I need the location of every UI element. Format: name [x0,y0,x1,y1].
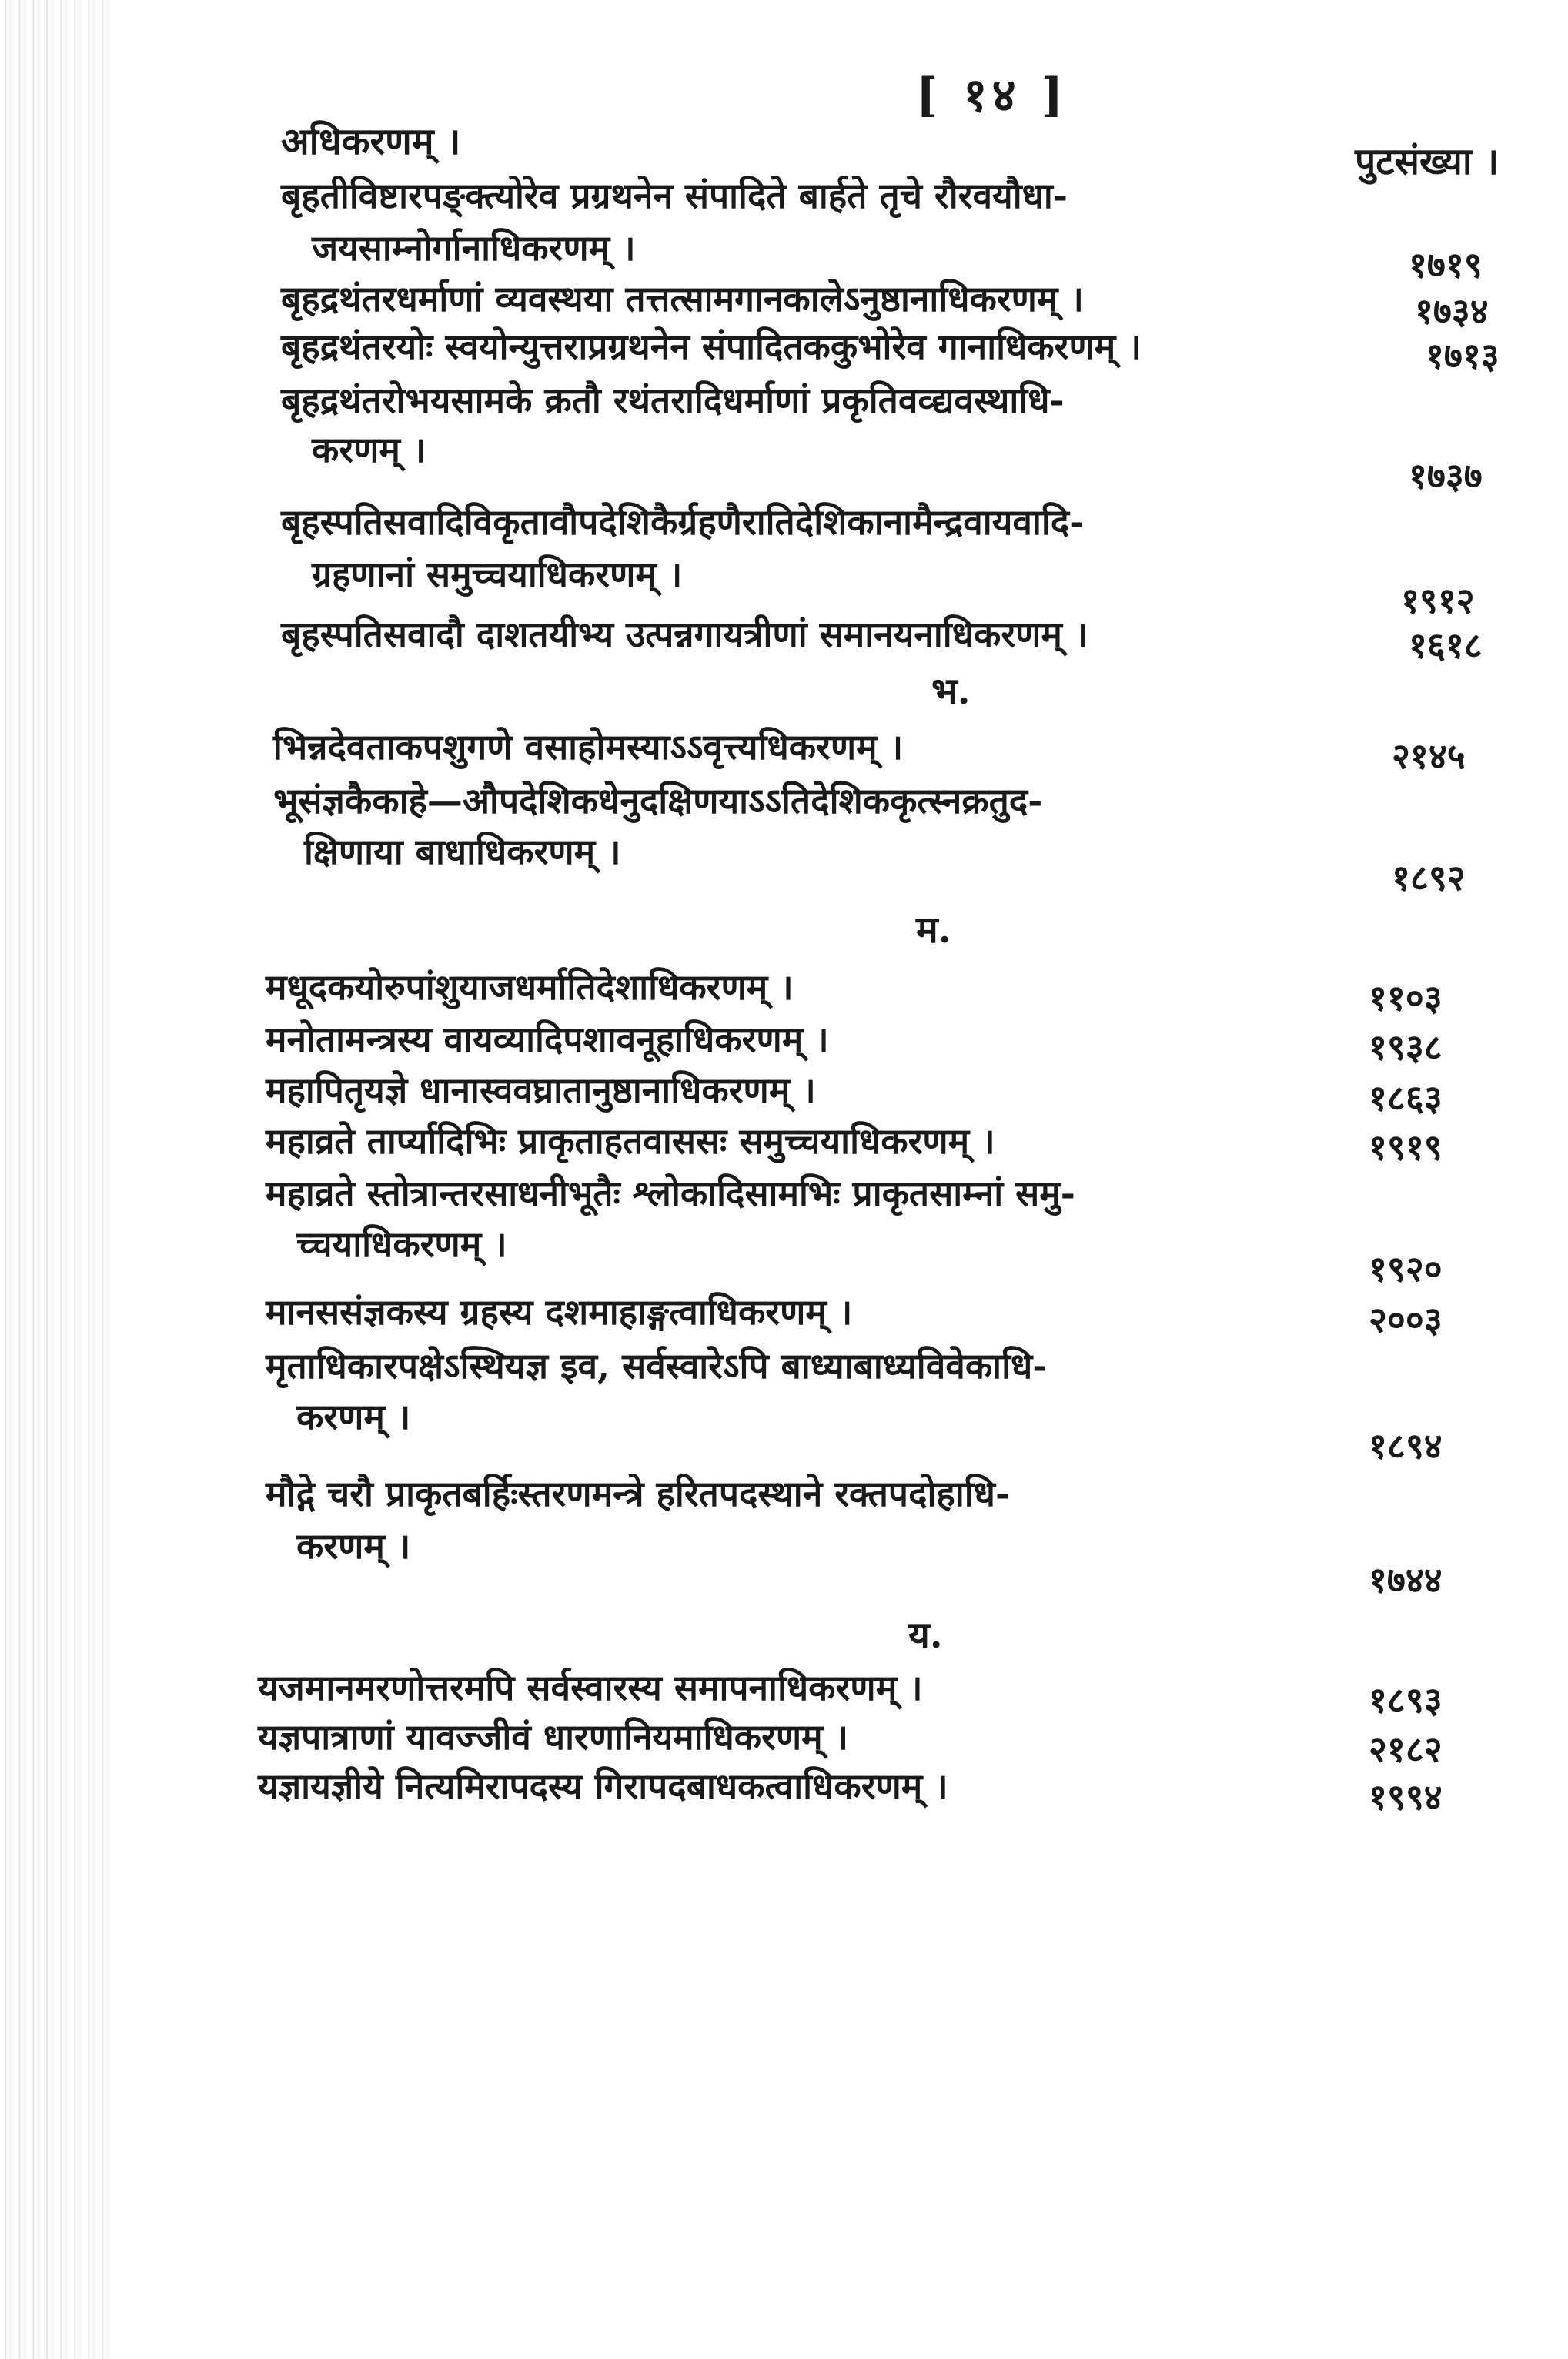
entry-16-line-1: मौद्गे चरौ प्राकृतबर्हिःस्तरणमन्त्रे हरितपदस्थाने रक्तपदोहाधि- [266,1473,1011,1514]
entry-16-line-2: करणम् । [296,1525,411,1567]
entry-18-page: २१८२ [1369,1728,1443,1770]
entry-1-page: १७१९ [1409,244,1483,286]
section-heading-ya: य. [908,1614,943,1657]
entry-13-page: १९२० [1369,1248,1443,1290]
entry-2-page: १७३४ [1415,290,1489,332]
column-header-left: अधिकरणम् । [281,120,461,163]
entry-19-page: १९९४ [1369,1776,1443,1818]
entry-10-line-1: मनोतामन्त्रस्य वायव्यादिपशावनूहाधिकरणम् । [266,1019,829,1060]
book-binding-edge [0,0,115,2359]
entry-12-page: १९१९ [1369,1126,1443,1168]
entry-5-line-2: ग्रहणानां समुच्चयाधिकरणम् । [312,554,683,595]
entry-15-line-1: मृताधिकारपक्षेऽस्थियज्ञ इव, सर्वस्वारेऽपि बाध्याबाध्यविवेकाधि- [266,1345,1048,1387]
entry-16-page: १७४४ [1369,1559,1443,1601]
entry-3-page: १७१३ [1426,335,1499,376]
section-heading-bha: भ. [931,670,971,713]
entry-7-page: २१४५ [1392,735,1466,777]
entry-6-page: १६१८ [1409,624,1483,666]
entry-14-line-1: मानससंज्ञकस्य ग्रहस्य दशमाहाङ्गत्वाधिकरणम् । [266,1291,853,1333]
entry-15-line-2: करणम् । [296,1396,411,1437]
entry-7-line-1: भिन्नदेवताकपशुगणे वसाहोमस्याऽऽवृत्त्यधिकरणम् । [273,726,904,768]
entry-8-page: १८९२ [1392,857,1466,898]
entry-9-page: ११०३ [1369,977,1443,1019]
column-header-right: पुटसंख्या । [1355,140,1499,183]
entry-8-line-2: क्षिणाया बाधाधिकरणम् । [304,831,621,872]
entry-10-page: १९३८ [1369,1026,1443,1068]
entry-4-page: १७३७ [1409,455,1483,497]
entry-13-line-2: च्चयाधिकरणम् । [296,1223,507,1265]
entry-5-line-1: बृहस्पतिसवादिविकृतावौपदेशिकैर्ग्रहणैरातिदेशिकानामैन्द्रवायवादि- [281,501,1085,543]
entry-13-line-1: महाव्रते स्तोत्रान्तरसाधनीभूतैः श्लोकादिसामभिः प्राकृतसाम्नां समु- [266,1173,1075,1214]
entry-9-line-1: मधूदकयोरुपांशुयाजधर्मातिदेशाधिकरणम् । [266,966,794,1008]
page-number: [ १४ ] [916,69,1068,122]
entry-11-page: १८६३ [1369,1077,1443,1119]
entry-17-page: १८९३ [1369,1679,1443,1721]
entry-1-line-2: जयसाम्नोर्गानाधिकरणम् । [312,227,636,269]
entry-18-line-1: यज्ञपात्राणां यावज्जीवं धारणानियमाधिकरणम् । [258,1716,849,1758]
entry-6-line-1: बृहस्पतिसवादौ दाशतयीभ्य उत्पन्नगायत्रीणां समानयनाधिकरणम् । [281,614,1088,655]
entry-11-line-1: महापितृयज्ञे धानास्ववघ्रातानुष्ठानाधिकरणम् । [266,1069,816,1111]
entry-14-page: २००३ [1369,1299,1443,1340]
entry-19-line-1: यज्ञायज्ञीये नित्यमिरापदस्य गिरापदबाधकत्वाधिकरणम् । [258,1765,948,1807]
entry-1-line-1: बृहतीविष्टारपङ्क्त्योरेव प्रग्रथनेन संपादिते बार्हते तृचे रौरवयौधा- [281,175,1068,216]
section-heading-ma: म. [916,908,951,952]
entry-4-line-1: बृहद्रथंतरोभयसामके क्रतौ रथंतरादिधर्माणां प्रकृतिवव्द्यवस्थाधि- [281,380,1065,421]
entry-15-page: १८९४ [1369,1425,1443,1467]
entry-17-line-1: यजमानमरणोत्तरमपि सर्वस्वारस्य समापनाधिकरणम् । [258,1667,923,1708]
entry-4-line-2: करणम् । [312,429,426,470]
entry-2-line-1: बृहद्रथंतरधर्माणां व्यवस्थया तत्तत्सामगानकालेऽनुष्ठानाधिकरणम् । [281,278,1084,320]
entry-12-line-1: महाव्रते तार्प्यादिभिः प्राकृताहतवाससः समुच्चयाधिकरणम् । [266,1120,995,1162]
entry-5-page: १९१२ [1401,580,1475,621]
entry-3-line-1: बृहद्रथंतरयोः स्वयोन्युत्तराप्रग्रथनेन संपादितककुभोरेव गानाधिकरणम् । [281,326,1142,367]
entry-8-line-1: भूसंज्ञकैकाहे—औपदेशिकधेनुदक्षिणयाऽऽतिदेशिककृत्स्नक्रतुद- [273,780,1043,821]
